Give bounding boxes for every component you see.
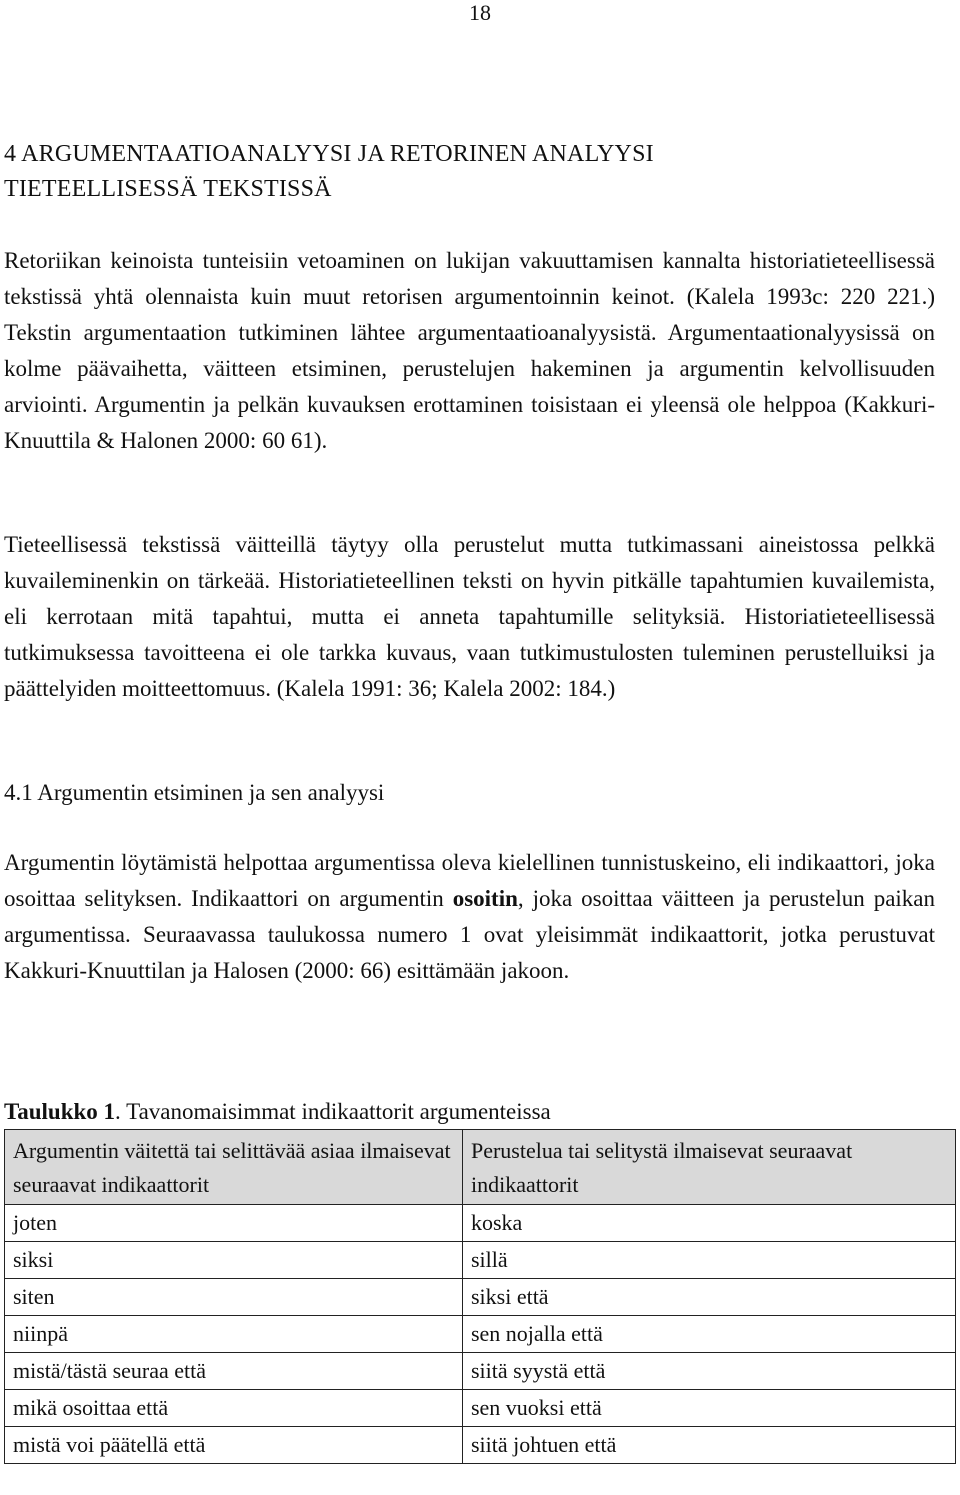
table-caption-text: . Tavanomaisimmat indikaattorit argumenteissa [115,1099,551,1124]
table-cell-claim: niinpä [5,1316,463,1353]
table-cell-reason: siitä johtuen että [462,1427,955,1464]
table-cell-claim: joten [5,1205,463,1242]
paragraph-1: Retoriikan keinoista tunteisiin vetoaminen on lukijan vakuuttamisen kannalta historiatieteellisessä tekstissä yhtä olennaista kuin muut retorisen argumentoinnin keinot. (Kalela 1993c: 220 221.) Tekstin argumentaation tutkiminen lähtee argumentaatioanalyysistä. Argumentaationalyysissä on kolme päävaihetta, väitteen etsiminen, perustelujen hakeminen ja argumentin kelvollisuuden arviointi. Argumentin ja pelkän kuvauksen erottaminen toisistaan ei yleensä ole helppoa (Kakkuri-Knuuttila & Halonen 2000: 60 61). [4,248,935,453]
table-cell-claim: mistä voi päätellä että [5,1427,463,1464]
chapter-heading-line-1: 4 ARGUMENTAATIOANALYYSI JA RETORINEN ANALYYSI [4,141,654,167]
table-row [5,1205,956,1242]
table-header-row [5,1130,956,1205]
paragraph-3 [4,845,935,989]
table-cell-reason: siksi että [462,1279,955,1316]
paragraph-3-text-end: , joka osoittaa väitteen ja perustelun paikan argumentissa. Seuraavassa taulukossa numero 1 ovat yleisimmät indikaattorit, jotka perustuvat Kakkuri-Knuuttilan ja Halosen (2000: 66) esittämään jakoon. [4,886,936,983]
table-row [5,1242,956,1279]
table-row [5,1316,956,1353]
table-cell-reason: siitä syystä että [462,1353,955,1390]
table-cell-claim: siksi [5,1242,463,1279]
table-header-reason: Perustelua tai selitystä ilmaisevat seuraavat indikaattorit [462,1130,955,1205]
paragraph-2: Tieteellisessä tekstissä väitteillä täytyy olla perustelut mutta tutkimassani aineistossa pelkkä kuvaileminenkin on tärkeää. Historiatieteellinen teksti on hyvin pitkälle tapahtumien kuvailemista, eli kerrotaan mitä tapahtui, mutta ei anneta tapahtumille selityksiä. Historiatieteellisessä tutkimuksessa tavoitteena ei ole tarkka kuvaus, vaan tutkimustulosten tuleminen perustelluiksi ja päättelyiden moitteettomuus. (Kalela 1991: 36; Kalela 2002: 184.) [4,532,935,701]
indicator-table [4,1129,956,1464]
table-cell-reason: sen nojalla että [462,1316,955,1353]
table-header-claim: Argumentin väitettä tai selittävää asiaa ilmaisevat seuraavat indikaattorit [5,1130,463,1205]
table-row [5,1279,956,1316]
table-cell-reason: koska [462,1205,955,1242]
table-caption-label: Taulukko 1 [4,1099,116,1124]
paragraph-3-bold-term: osoitin [452,886,518,911]
paragraph-3-text-start: Argumentin löytämistä helpottaa argumentissa oleva kielellinen tunnistuskeino, eli indikaattori, joka osoittaa selityksen. Indikaattori on argumentin [4,850,935,911]
chapter-heading-line-2: TIETEELLISESSÄ TEKSTISSÄ [4,176,332,202]
table-row [5,1390,956,1427]
table-row [5,1427,956,1464]
table-cell-claim: mikä osoittaa että [5,1390,463,1427]
chapter-heading [4,137,954,207]
section-subheading: 4.1 Argumentin etsiminen ja sen analyysi [4,780,385,805]
table-caption [4,1095,551,1129]
table-row [5,1353,956,1390]
table-cell-claim: siten [5,1279,463,1316]
table-cell-reason: sillä [462,1242,955,1279]
page-number: 18 [469,0,491,25]
table-cell-claim: mistä/tästä seuraa että [5,1353,463,1390]
table-cell-reason: sen vuoksi että [462,1390,955,1427]
